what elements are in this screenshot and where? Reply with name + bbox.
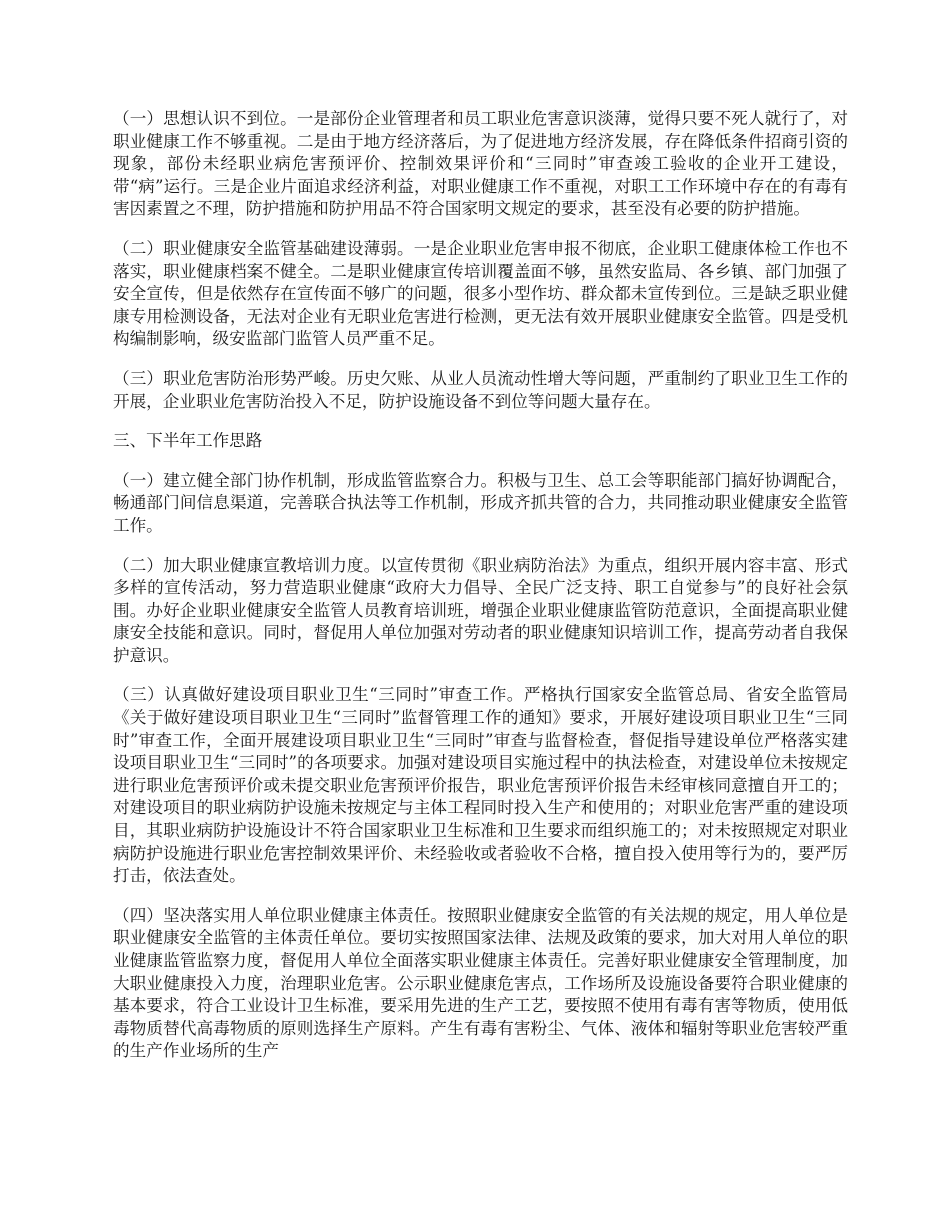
paragraph-training: （二）加大职业健康宣教培训力度。以宣传贯彻《职业病防治法》为重点，组织开展内容丰富、形式多样的宣传活动，努力营造职业健康“政府大力倡导、全民广泛支持、职工自觉参与”的良好社会氛围。办好企业职业健康安全监管人员教育培训班，增强企业职业健康监管防范意识，全面提高职业健康安全技能和意识。同时，督促用人单位加强对劳动者的职业健康知识培训工作，提高劳动者自我保护意识。 <box>113 555 848 665</box>
paragraph-three-simultaneous: （三）认真做好建设项目职业卫生“三同时”审查工作。严格执行国家安全监管总局、省安全监管局《关于做好建设项目职业卫生“三同时”监督管理工作的通知》要求，开展好建设项目职业卫生“三同时”审查工作，全面开展建设项目职业卫生“三同时”审查与监督检查，督促指导建设单位严格落实建设项目职业卫生“三同时”的各项要求。加强对建设项目实施过程中的执法检查，对建设单位未按规定进行职业危害预评价或未提交职业危害预评价报告，职业危害预评价报告未经审核同意擅自开工的；对建设项目的职业病防护设施未按规定与主体工程同时投入生产和使用的；对职业危害严重的建设项目，其职业病防护设施设计不符合国家职业卫生标准和卫生要求而组织施工的；对未按照规定对职业病防护设施进行职业危害控制效果评价、未经验收或者验收不合格，擅自投入使用等行为的，要严厉打击，依法查处。 <box>113 685 848 886</box>
document-body <box>113 108 848 1080</box>
paragraph-infrastructure: （二）职业健康安全监管基础建设薄弱。一是企业职业危害申报不彻底，企业职工健康体检工作也不落实，职业健康档案不健全。二是职业健康宣传培训覆盖面不够，虽然安监局、各乡镇、部门加强了安全宣传，但是依然存在宣传面不够广的问题，很多小型作坊、群众都未宣传到位。三是缺乏职业健康专用检测设备，无法对企业有无职业危害进行检测，更无法有效开展职业健康安全监管。四是受机构编制影响，级安监部门监管人员严重不足。 <box>113 238 848 349</box>
paragraph-prevention-situation: （三）职业危害防治形势严峻。历史欠账、从业人员流动性增大等问题，严重制约了职业卫生工作的开展，企业职业危害防治投入不足，防护设施设备不到位等问题大量存在。 <box>113 368 848 411</box>
paragraph-coordination: （一）建立健全部门协作机制，形成监管监察合力。积极与卫生、总工会等职能部门搞好协调配合，畅通部门间信息渠道，完善联合执法等工作机制，形成齐抓共管的合力，共同推动职业健康安全监管工作。 <box>113 470 848 535</box>
paragraph-ideology: （一）思想认识不到位。一是部份企业管理者和员工职业危害意识淡薄，觉得只要不死人就行了，对职业健康工作不够重视。二是由于地方经济落后，为了促进地方经济发展，存在降低条件招商引资的现象，部份未经职业病危害预评价、控制效果评价和“三同时”审查竣工验收的企业开工建设，带“病”运行。三是企业片面追求经济利益，对职业健康工作不重视，对职工工作环境中存在的有毒有害因素置之不理，防护措施和防护用品不符合国家明文规定的要求，甚至没有必要的防护措施。 <box>113 109 848 219</box>
section-heading: 三、下半年工作思路 <box>113 431 263 451</box>
paragraph-employer-responsibility: （四）坚决落实用人单位职业健康主体责任。按照职业健康安全监管的有关法规的规定，用人单位是职业健康安全监管的主体责任单位。要切实按照国家法律、法规及政策的要求，加大对用人单位的职业健康监管监察力度，督促用人单位全面落实职业健康主体责任。完善好职业健康安全管理制度，加大职业健康投入力度，治理职业危害。公示职业健康危害点，工作场所及设施设备要符合职业健康的基本要求，符合工业设计卫生标准，要采用先进的生产工艺，要按照不使用有毒有害等物质，使用低毒物质替代高毒物质的原则选择生产原料。产生有毒有害粉尘、气体、液体和辐射等职业危害较严重的生产作业场所的生产 <box>113 905 848 1061</box>
